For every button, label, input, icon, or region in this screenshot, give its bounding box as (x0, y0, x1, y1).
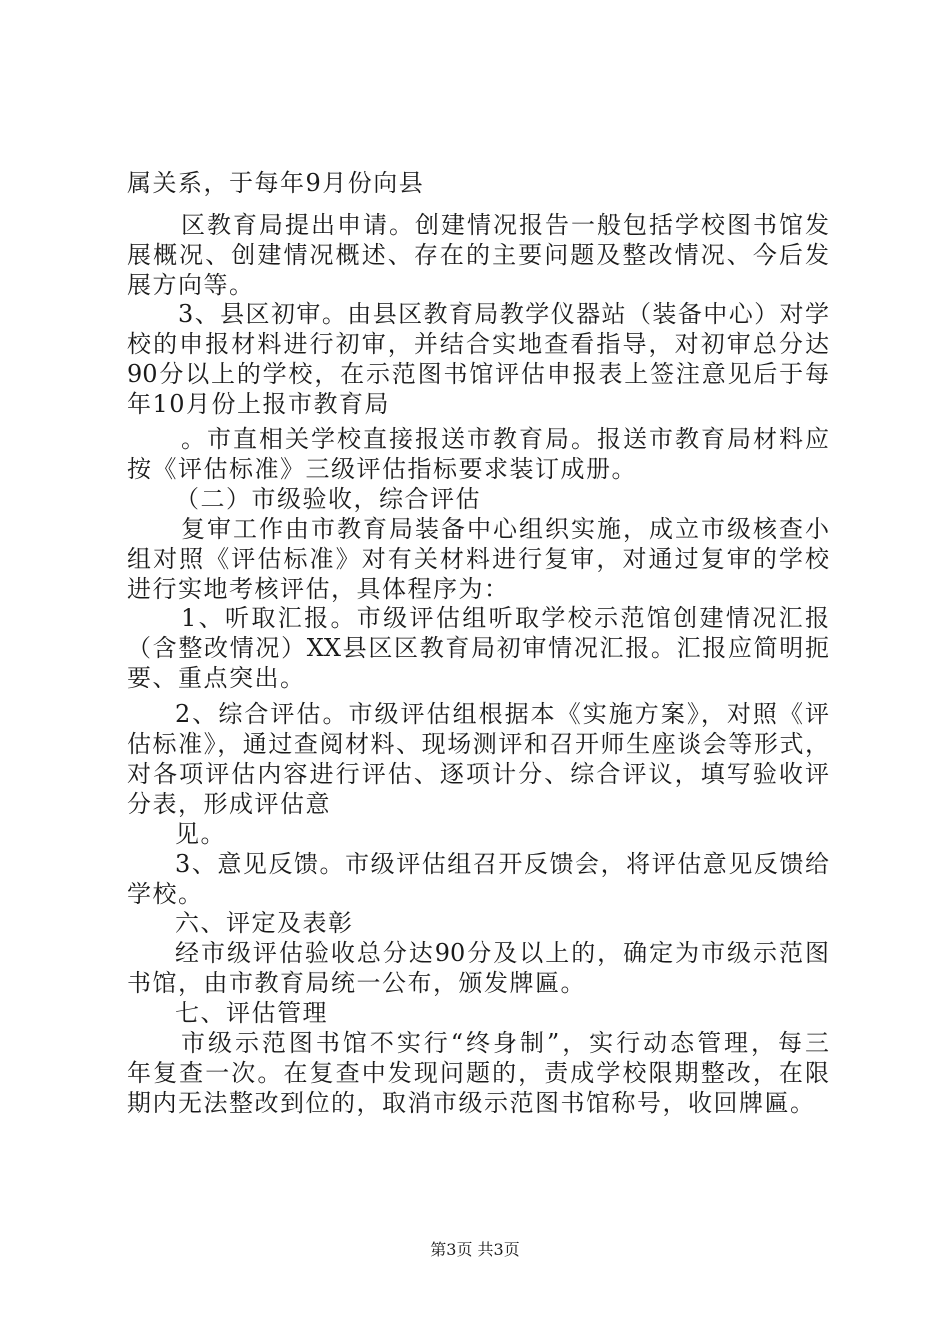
section-heading: 七、评估管理 (175, 999, 328, 1027)
text-line: 估标准》，通过查阅材料、现场测评和召开师生座谈会等形式， (127, 730, 829, 758)
text-line: 分表，形成评估意 (127, 790, 331, 818)
text-line: 展方向等。 (127, 271, 255, 299)
text-line: 展概况、创建情况概述、存在的主要问题及整改情况、今后发 (127, 241, 829, 269)
section-heading: 六、评定及表彰 (175, 909, 354, 937)
text-line: 3、县区初审。由县区教育局教学仪器站（装备中心）对学 (178, 300, 829, 328)
text-line: 属关系，于每年9月份向县 (127, 169, 425, 197)
text-line: 3、意见反馈。市级评估组召开反馈会，将评估意见反馈给 (175, 850, 829, 878)
text-line: 年复查一次。在复查中发现问题的，责成学校限期整改，在限 (127, 1059, 829, 1087)
text-line: （含整改情况）XX县区区教育局初审情况汇报。汇报应简明扼 (127, 634, 829, 662)
text-line: 。市直相关学校直接报送市教育局。报送市教育局材料应 (181, 425, 829, 453)
text-line: 对各项评估内容进行评估、逐项计分、综合评议，填写验收评 (127, 760, 829, 788)
text-line: 市级示范图书馆不实行“终身制”，实行动态管理，每三 (181, 1029, 829, 1057)
text-line: 校的申报材料进行初审，并结合实地查看指导，对初审总分达 (127, 330, 829, 358)
text-line: 书馆，由市教育局统一公布，颁发牌匾。 (127, 969, 586, 997)
text-line: 1、听取汇报。市级评估组听取学校示范馆创建情况汇报 (181, 604, 829, 632)
text-line: 学校。 (127, 880, 204, 908)
text-line: 进行实地考核评估，具体程序为： (127, 575, 510, 603)
text-line: 复审工作由市教育局装备中心组织实施，成立市级核查小 (181, 515, 829, 543)
page-number-footer: 第3页 共3页 (430, 1240, 520, 1259)
text-line: 组对照《评估标准》对有关材料进行复审，对通过复审的学校 (127, 545, 829, 573)
text-line: 经市级评估验收总分达90分及以上的，确定为市级示范图 (175, 939, 829, 967)
section-heading: （二）市级验收，综合评估 (175, 485, 481, 513)
text-line: 2、综合评估。市级评估组根据本《实施方案》，对照《评 (175, 700, 829, 728)
text-line: 年10月份上报市教育局 (127, 390, 391, 418)
text-line: 要、重点突出。 (127, 664, 306, 692)
text-line: 90分以上的学校，在示范图书馆评估申报表上签注意见后于每 (127, 360, 829, 388)
text-line: 区教育局提出申请。创建情况报告一般包括学校图书馆发 (181, 211, 829, 239)
text-line: 见。 (175, 820, 226, 848)
text-line: 按《评估标准》三级评估指标要求装订成册。 (127, 455, 637, 483)
text-line: 期内无法整改到位的，取消市级示范图书馆称号，收回牌匾。 (127, 1089, 816, 1117)
